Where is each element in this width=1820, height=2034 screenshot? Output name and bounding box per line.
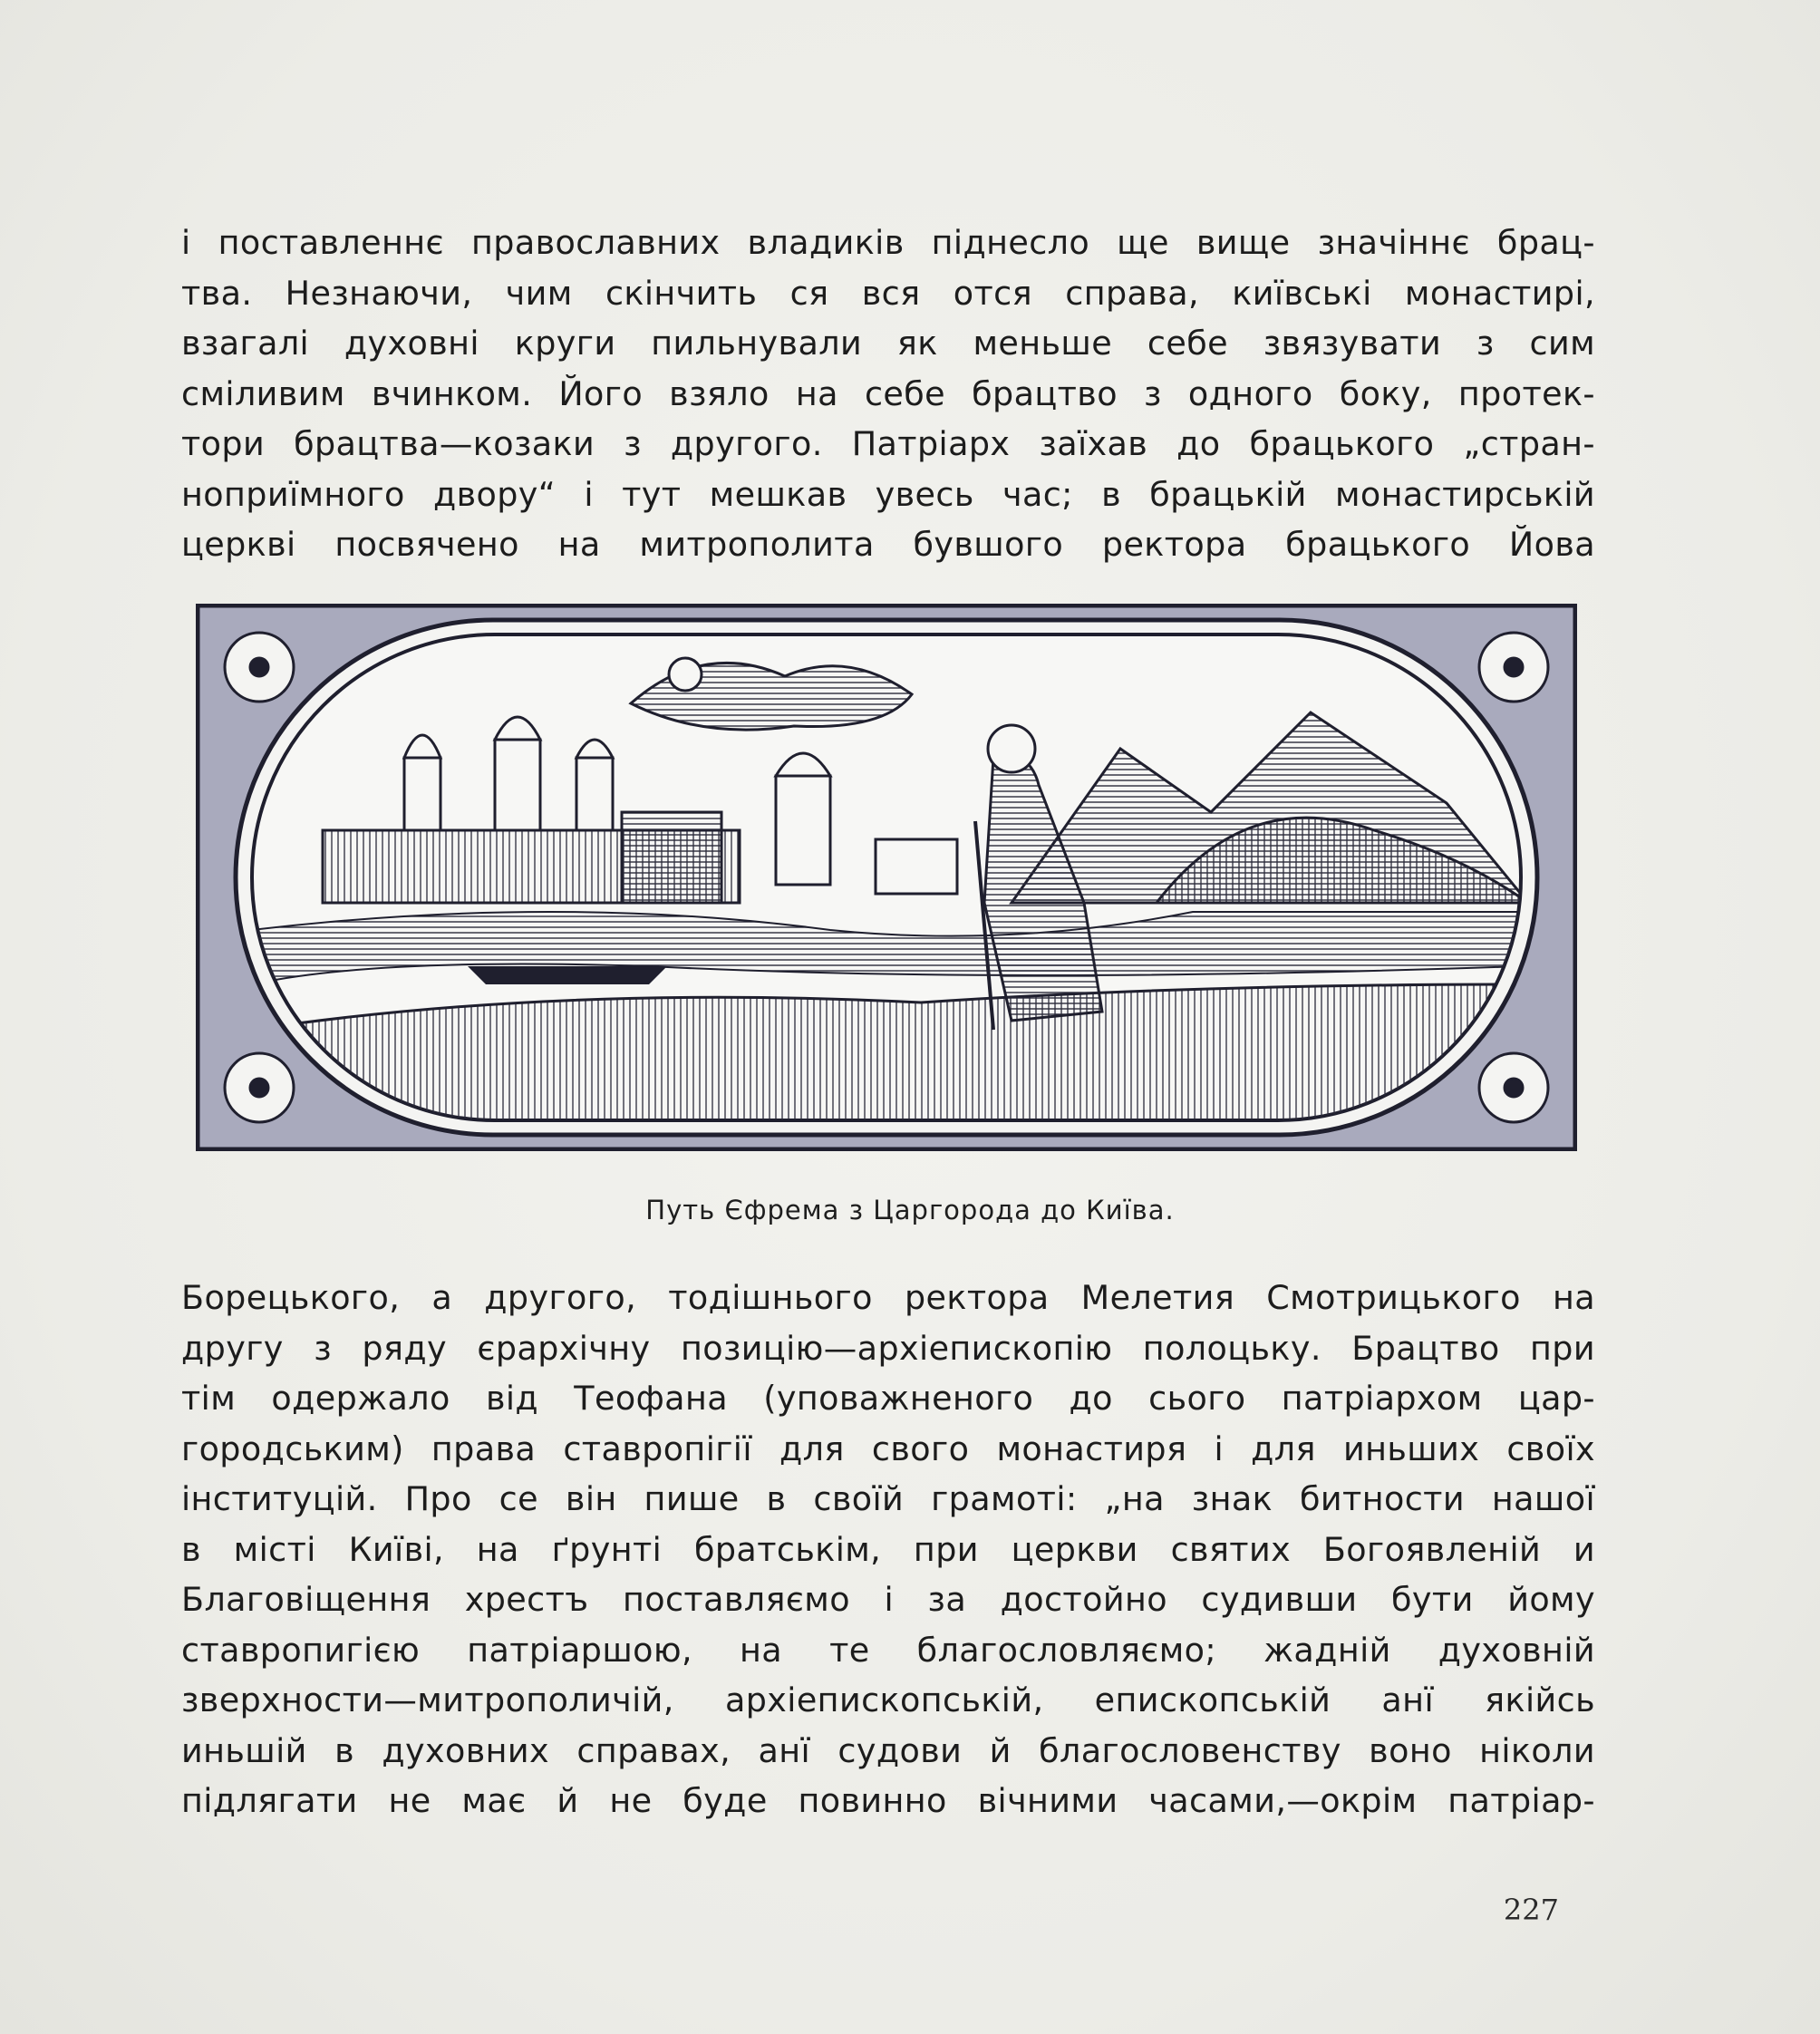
text-line: тва. Незнаючи, чим скінчить ся вся отся справа, київські монастирі, [181,273,1595,313]
text-line: тори брацтва—козаки з другого. Патріарх заїхав до брацького „стран- [181,424,1595,463]
text-line: ставропигією патріаршою, на те благословляємо; жадній духовній [181,1630,1595,1670]
paragraph-bottom [181,1273,1595,1826]
text-line: взагалі духовні круги пильнували як меньше себе звязувати з сим [181,324,1595,363]
text-line: Благовіщення хрестъ поставляємо і за достойно судивши бути йому [181,1580,1595,1619]
text-line: церкві посвячено на митрополита бувшого ректора брацького Йова [181,525,1595,564]
text-line: підлягати не має й не буде повинно вічними часами,—окрім патріар- [181,1781,1595,1820]
text-line: ноприїмного двору“ і тут мешкав увесь час; в брацькій монастирській [181,474,1595,514]
paragraph-top [181,218,1595,570]
text-line: інституцій. Про се він пише в своїй грамоті: „на знак битности нашої [181,1479,1595,1518]
text-line: і поставленнє православних владиків піднесло ще вище значіннє брац- [181,223,1595,262]
text-line: тім одержало від Теофана (уповажненого до сього патріархом цар- [181,1379,1595,1418]
text-line: сміливим вчинком. Його взяло на себе брацтво з одного боку, протек- [181,373,1595,413]
text-line: зверхности—митрополичій, архіепископській, епископській анї якійсь [181,1680,1595,1719]
text-line: иньшій в духовних справах, анї судови й благословенству воно ніколи [181,1730,1595,1770]
text-line: другу з ряду єрархічну позицію—архіепископію полоцьку. Брацтво при [181,1328,1595,1368]
text-line: Борецького, а другого, тодішнього ректора Мелетия Смотрицького на [181,1278,1595,1317]
woodcut-engraving-icon [196,604,1577,1151]
text-line: в місті Київі, на ґрунті братськім, при церкви святих Богоявлeній и [181,1529,1595,1569]
figure-caption: Путь Єфрема з Царгорода до Київа. [645,1195,1175,1225]
text-line: городським) права ставропігії для свого монастиря і для иньших своїх [181,1429,1595,1468]
page-number: 227 [1503,1893,1559,1927]
woodcut-illustration [196,604,1577,1151]
